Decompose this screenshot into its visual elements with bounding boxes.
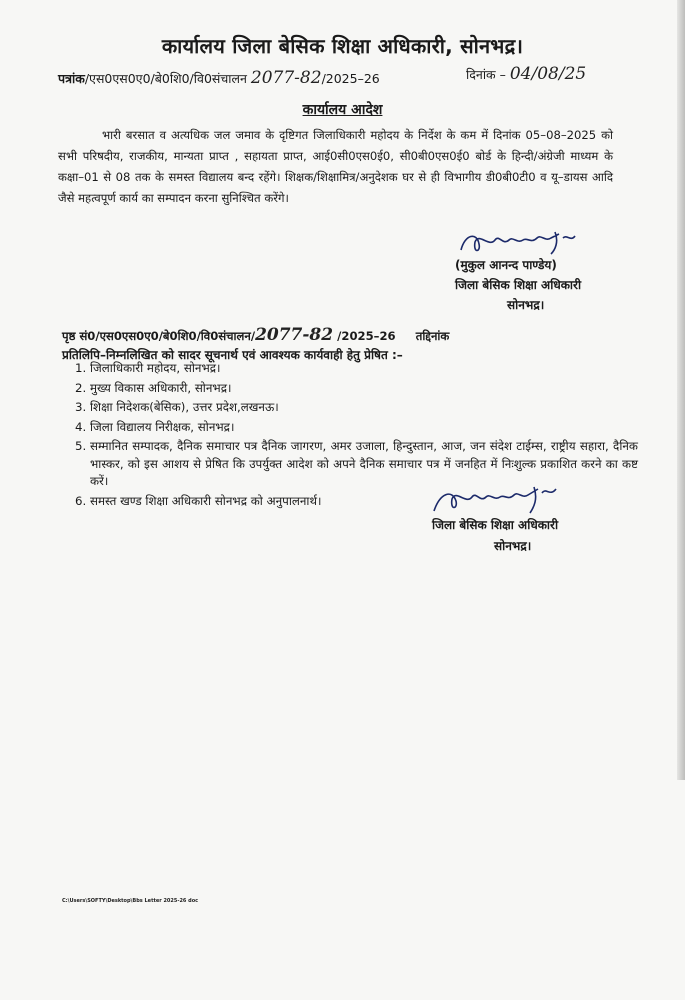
handwritten-date: 04/08/25	[509, 64, 587, 84]
reference-printed: /एस0एस0ए0/बे0शि0/वि0संचालन	[84, 71, 247, 86]
order-body-text: भारी बरसात व अत्यधिक जल जमाव के दृष्टिगत जिलाधिकारी महोदय के निर्देश के कम में दिनांक 05–08–2025 को सभी परिषदीय, राजकीय, मान्यता प्राप्त , सहायता प्राप्त, आई0सी0एस0ई0, सी0बी0एस0ई0 बोर्ड के हिन्दी/अंग्रेजी माध्यम के कक्षा–01 से 08 तक के समस्त विद्यालय बन्द रहेंगे। शिक्षक/शिक्षामित्र/अनुदेशक घर से ही विभागीय डी0बी0टी0 व यू–डायस आदि जैसे महत्वपूर्ण कार्य का सम्पादन करना सुनिश्चित करेंगे।	[58, 128, 613, 205]
signatory-place: सोनभद्र।	[507, 298, 545, 312]
signatory-name: (मुकुल आनन्द पाण्डेय)	[455, 258, 557, 272]
date-label: दिनांक –	[466, 67, 506, 82]
signature-1-block	[455, 255, 655, 315]
copy-reference-printed: पृष्ठ सं0/एस0एस0ए0/बे0शि0/वि0संचालन/	[62, 329, 256, 343]
reference-prefix: पत्रांक	[58, 71, 85, 86]
list-item: 3. शिक्षा निदेशक(बेसिक), उत्तर प्रदेश,लखनऊ।	[90, 399, 638, 417]
copy-reference-year: /2025–26	[337, 329, 396, 343]
signatory-designation: जिला बेसिक शिक्षा अधिकारी	[455, 278, 582, 292]
reference-handwritten-number: 2077-82	[250, 68, 322, 88]
copy-reference-handwritten-number: 2077-82	[255, 325, 334, 345]
reference-date	[466, 64, 586, 84]
list-item: 5. सम्मानित सम्पादक, दैनिक समाचार पत्र दैनिक जागरण, अमर उजाला, हिन्दुस्तान, आज, जन संदेश टाईम्स, राष्ट्रीय सहारा, दैनिक भास्कर, को इस आशय से प्रेषित कि उपर्युक्त आदेश को अपने दैनिक समाचार पत्र में जनहित में निःशुल्क प्रकाशित करने का कष्ट करें।	[90, 438, 638, 491]
signature-2-scribble	[430, 483, 580, 519]
signatory-designation: जिला बेसिक शिक्षा अधिकारी	[432, 518, 559, 532]
order-body	[58, 125, 613, 209]
reference-year: /2025–26	[321, 71, 380, 86]
order-title: कार्यालय आदेश	[302, 102, 383, 118]
file-path-footer: C:\Users\SOFTY\Desktop\Bbs Letter 2025-26 doc	[62, 898, 199, 904]
list-item: 4. जिला विद्यालय निरीक्षक, सोनभद्र।	[90, 419, 638, 437]
list-item: 6. समस्त खण्ड शिक्षा अधिकारी सोनभद्र को अनुपालनार्थ।	[90, 493, 638, 511]
list-item: 1. जिलाधिकारी महोदय, सोनभद्र।	[90, 360, 638, 378]
copy-reference-suffix: तद्दिनांक	[415, 329, 450, 343]
office-header: कार्यालय जिला बेसिक शिक्षा अधिकारी, सोनभद्र।	[161, 34, 524, 58]
copy-reference-line	[62, 325, 622, 345]
list-item: 2. मुख्य विकास अधिकारी, सोनभद्र।	[90, 380, 638, 398]
signature-2-block	[432, 515, 642, 557]
copy-heading: प्रतिलिपि–निम्नलिखित को सादर सूचनार्थ एवं आवश्यक कार्यवाही हेतु प्रेषित :–	[62, 348, 403, 362]
signatory-place: सोनभद्र।	[494, 539, 532, 553]
